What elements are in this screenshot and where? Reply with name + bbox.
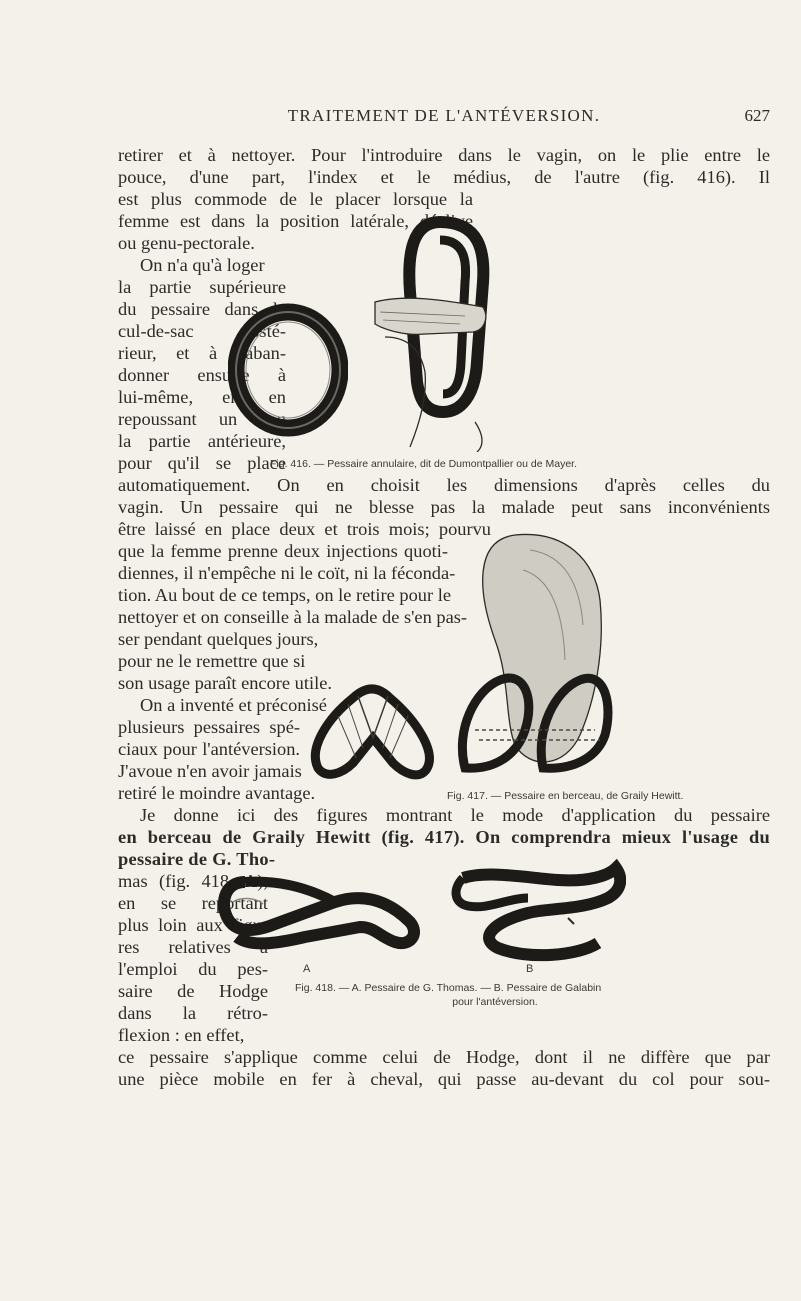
cradle-pessary-illustration (308, 668, 438, 783)
figure-caption-continued: pour l'antéversion. (452, 996, 538, 1008)
figure-caption: Fig. 418. — A. Pessaire de G. Thomas. — B. Pessaire de Galabin (295, 982, 602, 994)
text-line: vagin. Un pessaire qui ne blesse pas la malade peut sans inconvénients (118, 497, 770, 517)
text-line: être laissé en place deux et trois mois; pourvu (118, 519, 491, 539)
text-line: son usage paraît encore utile. (118, 673, 332, 693)
text-line: rieur, et à l'aban- (118, 343, 286, 363)
thomas-pessary-illustration (215, 862, 425, 957)
text-line: Je donne ici des figures montrant le mode d'application du pessaire (140, 805, 770, 825)
text-line: ou genu-pectorale. (118, 233, 255, 253)
text-line: tion. Au bout de ce temps, on le retire pour le (118, 585, 451, 605)
running-head (118, 106, 770, 132)
text-line: en se reportant (118, 893, 268, 913)
text-line: que la femme prenne deux injections quoti- (118, 541, 448, 561)
text-line: pour ne le remettre que si (118, 651, 306, 671)
text-line: saire de Hodge (118, 981, 268, 1001)
page-number: 627 (744, 106, 770, 125)
figure-caption: Fig. 417. — Pessaire en berceau, de Graily Hewitt. (447, 790, 684, 802)
text-line: J'avoue n'en avoir jamais (118, 761, 302, 781)
galabin-pessary-illustration (448, 858, 626, 963)
text-line: la partie supérieure (118, 277, 286, 297)
text-line: flexion : en effet, (118, 1025, 245, 1045)
text-line: l'emploi du pes- (118, 959, 268, 979)
text-line: mas (fig. 418, A), (118, 871, 268, 891)
text-line: ser pendant quelques jours, (118, 629, 319, 649)
text-line: res relatives à (118, 937, 268, 957)
text-line: la partie antérieure, (118, 431, 286, 451)
figure-label-a: A (303, 963, 311, 975)
text-line: une pièce mobile en fer à cheval, qui passe au-devant du col pour sou- (118, 1069, 770, 1089)
text-line: pouce, d'une part, l'index et le médius, de l'autre (fig. 416). Il (118, 167, 770, 187)
text-line: dans la rétro- (118, 1003, 268, 1023)
text-line: donner ensuite à (118, 365, 286, 385)
text-line: ciaux pour l'antéversion. (118, 739, 300, 759)
text-line: lui-même, en en (118, 387, 286, 407)
hand-folding-pessary-illustration (365, 212, 515, 452)
text-line: pour qu'il se place (118, 453, 286, 473)
figure-caption: Fig. 416. — Pessaire annulaire, dit de Dumontpallier ou de Mayer. (270, 458, 577, 470)
text-line: du pessaire dans le (118, 299, 286, 319)
text-line: repoussant un peu (118, 409, 286, 429)
text-line: est plus commode de le placer lorsque la (118, 189, 473, 209)
text-line: On a inventé et préconisé (140, 695, 327, 715)
text-line: diennes, il n'empêche ni le coït, ni la féconda- (118, 563, 456, 583)
text-line: femme est dans la position latérale, déclive (118, 211, 473, 231)
text-line: nettoyer et on conseille à la malade de s'en pas- (118, 607, 468, 627)
text-line: On n'a qu'à loger (140, 255, 265, 275)
text-line: ce pessaire s'applique comme celui de Hodge, dont il ne diffère que par (118, 1047, 770, 1067)
text-line: retirer et à nettoyer. Pour l'introduire dans le vagin, on le plie entre le (118, 145, 770, 165)
text-line: en berceau de Graily Hewitt (fig. 417). On comprendra mieux l'usage du (118, 827, 770, 847)
figure-label-b: B (526, 963, 534, 975)
cradle-pessary-in-uterus-illustration (455, 530, 613, 778)
running-head-title: TRAITEMENT DE L'ANTÉVERSION. (287, 106, 601, 125)
text-line: plus loin aux figu- (118, 915, 268, 935)
text-line: pessaire de G. Tho- (118, 849, 276, 869)
text-line: plusieurs pessaires spé- (118, 717, 300, 737)
ring-pessary-illustration (228, 302, 348, 437)
text-line: retiré le moindre avantage. (118, 783, 316, 803)
text-line: automatiquement. On en choisit les dimensions d'après celles du (118, 475, 770, 495)
text-line: cul-de-sac posté- (118, 321, 286, 341)
